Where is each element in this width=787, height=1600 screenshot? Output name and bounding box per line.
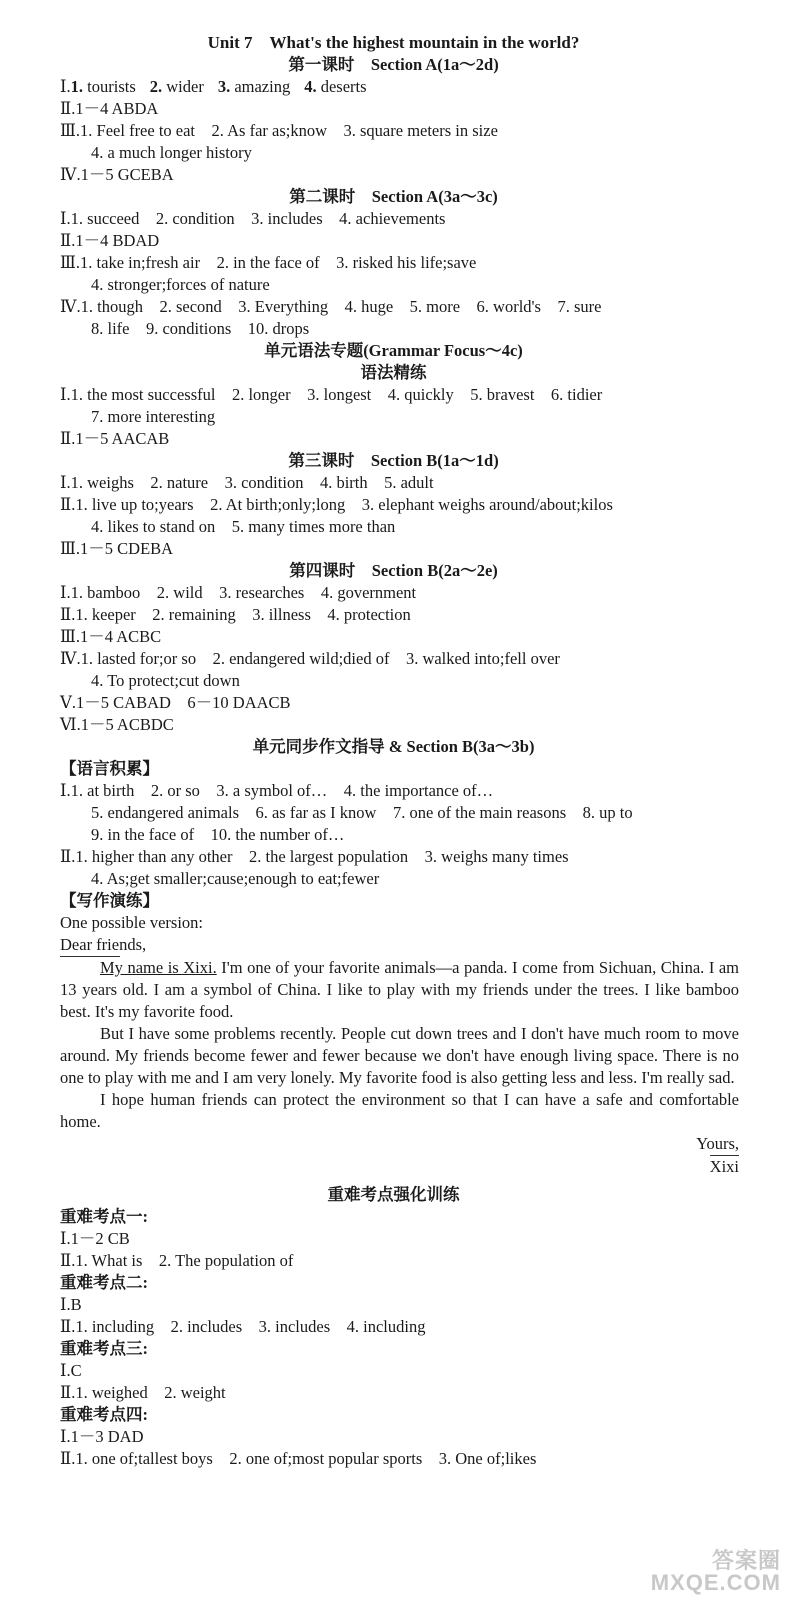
lesson4-section-i: Ⅰ.1. bamboo 2. wild 3. researches 4. government <box>60 583 417 602</box>
key-point-2-label: 重难考点二: <box>60 1273 148 1292</box>
lesson2-section-iii: Ⅲ.1. take in;fresh air 2. in the face of 3. risked his life;save <box>60 253 477 272</box>
lesson1-section-iii-cont: 4. a much longer history <box>91 143 252 162</box>
lesson3-section-i: Ⅰ.1. weighs 2. nature 3. condition 4. birth 5. adult <box>60 473 434 492</box>
letter-greeting: Dear friends, <box>60 935 147 954</box>
lesson3-heading: 第三课时 Section B(1a～1d) <box>288 451 499 470</box>
key-point-2-section-i: Ⅰ.B <box>60 1295 82 1314</box>
letter-paragraph-2: But I have some problems recently. People cut down trees and I don't have much room to move around. My friends become fewer and fewer because we don't have enough living space. There is no one to play with me and I am very lonely. My favorite food is also getting less and less. I'm really sad. <box>60 1024 739 1087</box>
lesson4-section-vi: Ⅵ.1－5 ACBDC <box>60 715 174 734</box>
site-watermark <box>651 1550 781 1594</box>
key-point-3-label: 重难考点三: <box>60 1339 148 1358</box>
letter-closing: Yours, <box>696 1134 739 1153</box>
lesson4-heading: 第四课时 Section B(2a～2e) <box>289 561 498 580</box>
lesson2-section-iv: Ⅳ.1. though 2. second 3. Everything 4. huge 5. more 6. world's 7. sure <box>60 297 602 316</box>
grammar-subheading: 语法精练 <box>360 363 427 382</box>
letter-signature-wrap <box>0 1155 739 1178</box>
lesson2-section-ii: Ⅱ.1－4 BDAD <box>60 231 160 250</box>
lesson4-section-iii: Ⅲ.1－4 ACBC <box>60 627 162 646</box>
watermark-logo-text: 答案圈 <box>711 1548 781 1573</box>
lesson3-section-ii-cont: 4. likes to stand on 5. many times more than <box>91 517 396 536</box>
key-point-4-label: 重难考点四: <box>60 1405 148 1424</box>
lesson3-section-iii: Ⅲ.1－5 CDEBA <box>60 539 174 558</box>
lesson4-section-iv: Ⅳ.1. lasted for;or so 2. endangered wild;died of 3. walked into;fell over <box>60 649 560 668</box>
key-point-4-section-ii: Ⅱ.1. one of;tallest boys 2. one of;most popular sports 3. One of;likes <box>60 1449 537 1468</box>
lesson1-section-iv: Ⅳ.1－5 GCEBA <box>60 165 174 184</box>
letter-signature: Xixi <box>709 1157 739 1176</box>
writing-section-ii: Ⅱ.1. higher than any other 2. the largest population 3. weighs many times <box>60 847 569 866</box>
key-point-4-section-i: Ⅰ.1－3 DAD <box>60 1427 144 1446</box>
lesson2-section-iii-cont: 4. stronger;forces of nature <box>91 275 270 294</box>
key-point-3-section-ii: Ⅱ.1. weighed 2. weight <box>60 1383 226 1402</box>
lesson3-section-ii: Ⅱ.1. live up to;years 2. At birth;only;long 3. elephant weighs around/about;kilos <box>60 495 613 514</box>
letter-paragraph-1: My name is Xixi. I'm one of your favorite animals—a panda. I come from Sichuan, China. I am 13 years old. I am a symbol of China. I like to play with my friends under the trees. I like bamboo best. It's my favorite food. <box>60 958 740 1021</box>
key-point-2-section-ii: Ⅱ.1. including 2. includes 3. includes 4. including <box>60 1317 426 1336</box>
review-heading: 重难考点强化训练 <box>327 1185 460 1204</box>
key-point-3-section-i: Ⅰ.C <box>60 1361 82 1380</box>
key-point-1-section-i: Ⅰ.1－2 CB <box>60 1229 130 1248</box>
lesson1-section-iii: Ⅲ.1. Feel free to eat 2. As far as;know 3. square meters in size <box>60 121 498 140</box>
lesson1-heading: 第一课时 Section A(1a～2d) <box>288 55 499 74</box>
letter-paragraph-3: I hope human friends can protect the environment so that I can have a safe and comfortable home. <box>60 1090 739 1131</box>
grammar-heading: 单元语法专题(Grammar Focus～4c) <box>264 341 523 360</box>
lesson2-section-iv-cont: 8. life 9. conditions 10. drops <box>91 319 310 338</box>
possible-version-label: One possible version: <box>60 913 203 932</box>
lesson1-section-ii: Ⅱ.1－4 ABDA <box>60 99 159 118</box>
lesson2-heading: 第二课时 Section A(3a～3c) <box>289 187 498 206</box>
grammar-section-i: Ⅰ.1. the most successful 2. longer 3. longest 4. quickly 5. bravest 6. tidier <box>60 385 603 404</box>
lesson2-section-i: Ⅰ.1. succeed 2. condition 3. includes 4. achievements <box>60 209 446 228</box>
writing-section-i-cont2: 9. in the face of 10. the number of… <box>91 825 345 844</box>
lesson4-section-v: Ⅴ.1－5 CABAD 6－10 DAACB <box>60 693 291 712</box>
grammar-section-ii: Ⅱ.1－5 AACAB <box>60 429 170 448</box>
writing-section-i-cont1: 5. endangered animals 6. as far as I know 7. one of the main reasons 8. up to <box>91 803 633 822</box>
grammar-section-i-cont: 7. more interesting <box>91 407 216 426</box>
lesson4-section-iv-cont: 4. To protect;cut down <box>91 671 240 690</box>
key-point-1-label: 重难考点一: <box>60 1207 148 1226</box>
lesson4-section-ii: Ⅱ.1. keeper 2. remaining 3. illness 4. protection <box>60 605 411 624</box>
language-accumulation-label: 【语言积累】 <box>60 759 159 778</box>
writing-section-i: Ⅰ.1. at birth 2. or so 3. a symbol of… 4. the importance of… <box>60 781 494 800</box>
key-point-1-section-ii: Ⅱ.1. What is 2. The population of <box>60 1251 294 1270</box>
writing-practice-label: 【写作演练】 <box>60 891 159 910</box>
writing-section-ii-cont: 4. As;get smaller;cause;enough to eat;fewer <box>91 869 380 888</box>
watermark-url: MXQE.COM <box>650 1570 781 1595</box>
unit-title: Unit 7 What's the highest mountain in the world? <box>207 33 580 52</box>
lesson1-section-i: Ⅰ.1. tourists 2. wider 3. amazing 4. deserts <box>60 77 367 96</box>
writing-heading: 单元同步作文指导 & Section B(3a～3b) <box>252 737 535 756</box>
